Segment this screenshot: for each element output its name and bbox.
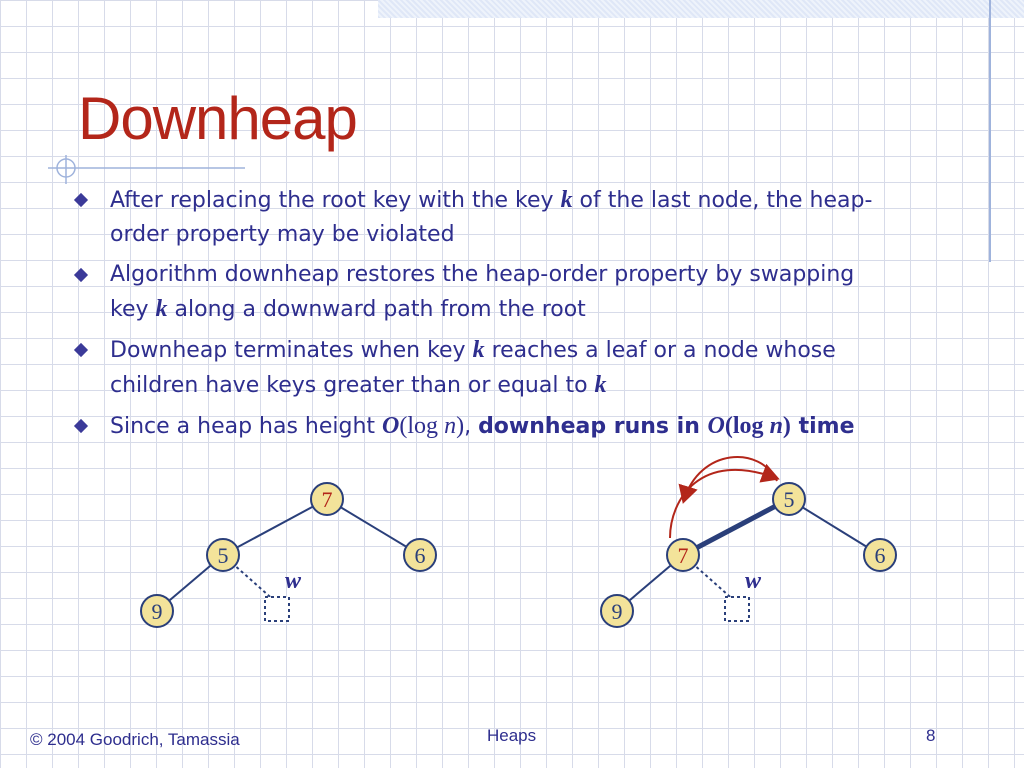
node-key-leaf: 9 xyxy=(611,599,623,624)
empty-node-w xyxy=(265,597,289,621)
math-k: k xyxy=(155,296,168,322)
swap-arrow-down-icon xyxy=(684,457,777,500)
math-paren: ) xyxy=(456,413,465,439)
w-label: w xyxy=(284,568,302,594)
tree-edge xyxy=(223,499,327,555)
bullet-text: reaches a leaf or a node whose xyxy=(484,338,836,363)
math-O: O xyxy=(382,413,400,439)
bullet-text: children have keys greater than or equal to xyxy=(110,373,595,398)
bullet-bold-text: downheap runs in xyxy=(478,414,708,439)
slide-title: Downheap xyxy=(78,85,357,152)
bullet-text: Since a heap has height xyxy=(110,414,383,439)
bullet-text: order property may be violated xyxy=(110,222,455,247)
math-k: k xyxy=(472,337,485,363)
math-n: n xyxy=(769,413,783,439)
node-key-root: 7 xyxy=(321,487,333,512)
math-log: (log xyxy=(399,413,445,439)
node-key-left: 7 xyxy=(677,543,689,568)
node-key-leaf: 9 xyxy=(151,599,163,624)
bullet-text: along a downward path from the root xyxy=(167,297,586,322)
bullet-text: Algorithm downheap restores the heap-order property by swapping xyxy=(110,262,855,287)
empty-node-w xyxy=(725,597,749,621)
math-O: O xyxy=(707,413,725,439)
node-key-right: 6 xyxy=(874,543,886,568)
page-number: 8 xyxy=(926,726,936,745)
bullet-bold-text: time xyxy=(790,414,855,439)
node-key-right: 6 xyxy=(414,543,426,568)
footer-copyright: © 2004 Goodrich, Tamassia xyxy=(30,730,240,749)
bullet-text: of the last node, the heap- xyxy=(572,188,873,213)
footer-title: Heaps xyxy=(487,726,537,745)
swap-arrow-up-icon xyxy=(670,470,776,538)
bullet-text: After replacing the root key with the key xyxy=(110,188,561,213)
math-k: k xyxy=(594,372,607,398)
w-label: w xyxy=(744,568,762,594)
node-key-left: 5 xyxy=(217,543,229,568)
right-heap-tree xyxy=(601,457,896,627)
tree-edge-swap xyxy=(683,499,789,555)
math-paren: ) xyxy=(782,413,791,439)
bullet-text: , xyxy=(464,414,479,439)
node-key-root: 5 xyxy=(783,487,795,512)
left-heap-tree xyxy=(141,483,436,627)
math-log: (log xyxy=(724,413,770,439)
math-k: k xyxy=(560,187,573,213)
bullet-text: Downheap terminates when key xyxy=(110,338,473,363)
bullet-text: key xyxy=(110,297,156,322)
math-n: n xyxy=(444,413,457,439)
